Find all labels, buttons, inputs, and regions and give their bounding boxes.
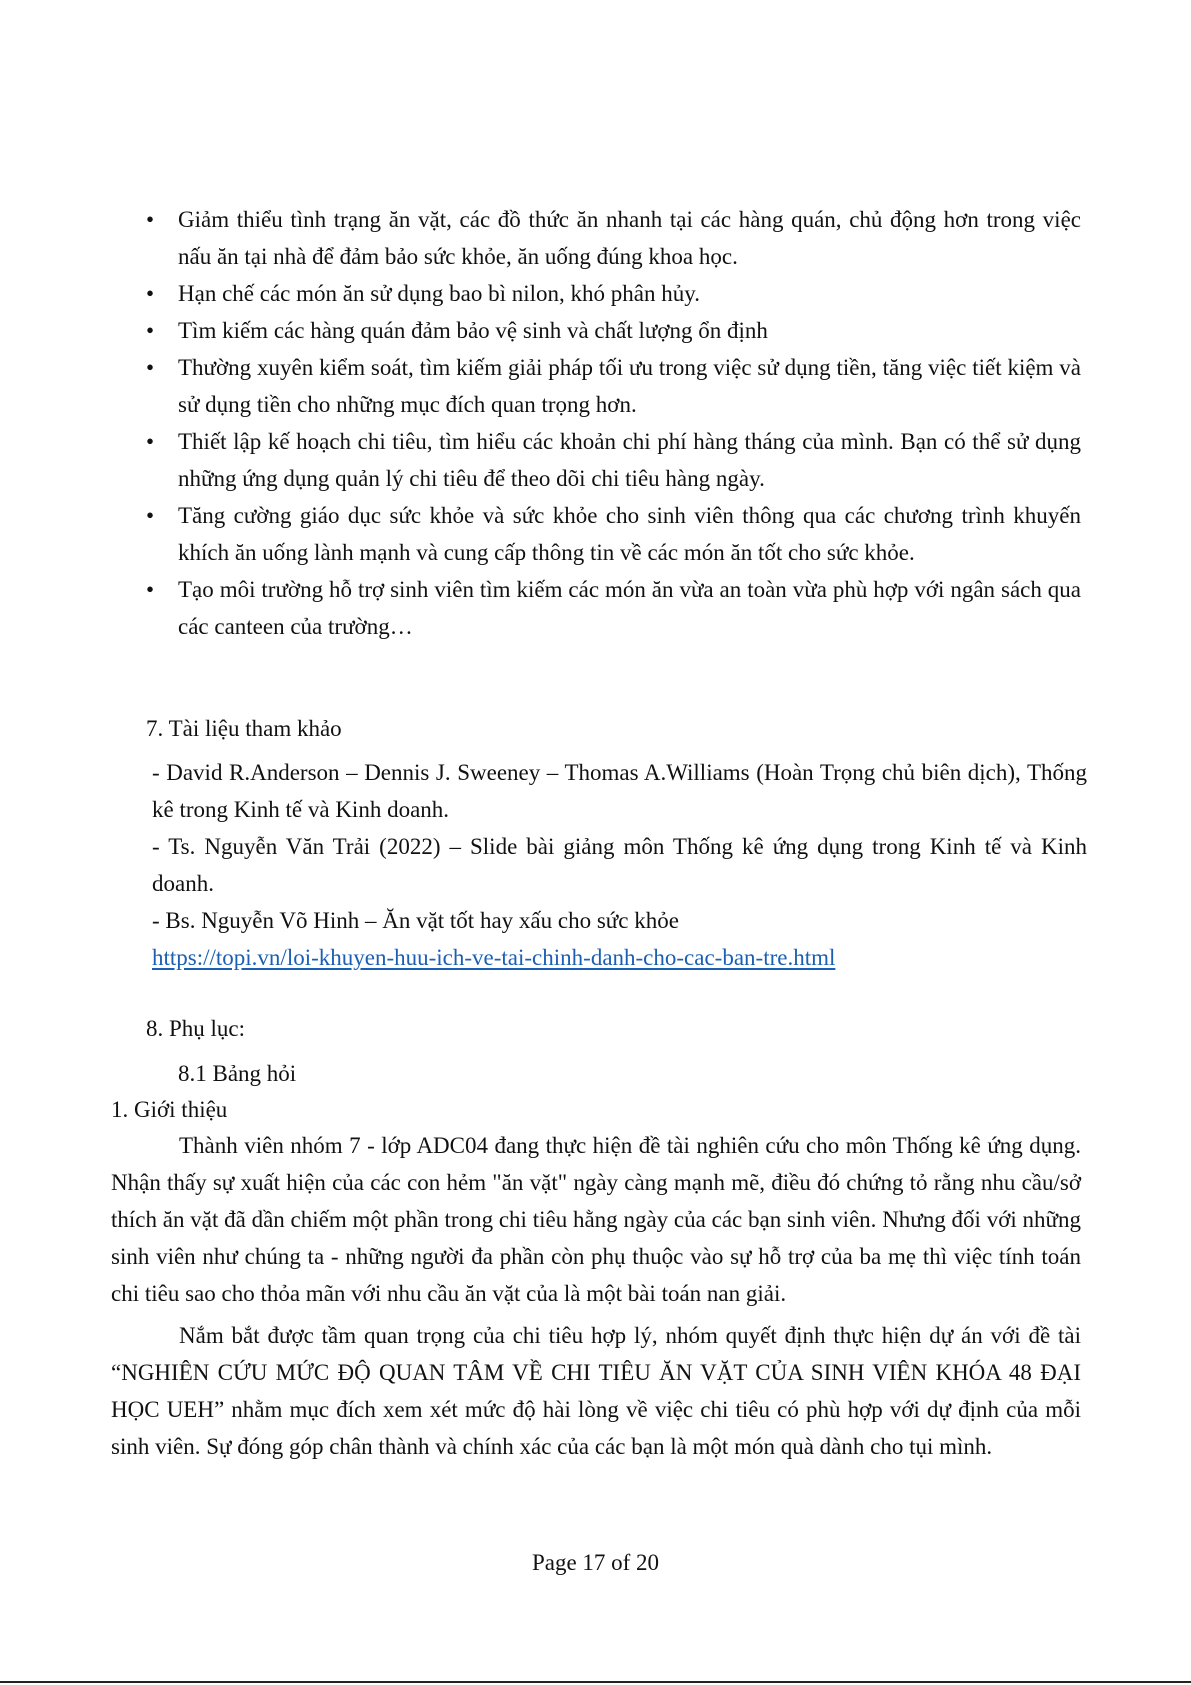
bullet-icon: •: [146, 503, 155, 528]
reference-link[interactable]: https://topi.vn/loi-khuyen-huu-ich-ve-tai-chinh-danh-cho-cac-ban-tre.html: [152, 945, 836, 970]
references-heading: 7. Tài liệu tham khảo: [146, 716, 342, 741]
reference-item: - Bs. Nguyễn Võ Hinh – Ăn vặt tốt hay xấu cho sức khỏe: [152, 908, 679, 933]
bullet-icon: •: [146, 318, 155, 343]
list-item: [146, 201, 1081, 275]
list-item-text: Tìm kiếm các hàng quán đảm bảo vệ sinh và chất lượng ổn định: [178, 318, 768, 343]
list-item-text: Thường xuyên kiểm soát, tìm kiếm giải pháp tối ưu trong việc sử dụng tiền, tăng việc tiết kiệm và sử dụng tiền cho những mục đích quan trọng hơn.: [178, 355, 1081, 417]
bullet-icon: •: [146, 429, 155, 454]
reference-item: - Ts. Nguyễn Văn Trải (2022) – Slide bài giảng môn Thống kê ứng dụng trong Kinh tế và Kinh doanh.: [152, 834, 1087, 896]
list-item-text: Giảm thiểu tình trạng ăn vặt, các đồ thức ăn nhanh tại các hàng quán, chủ động hơn trong việc nấu ăn tại nhà để đảm bảo sức khỏe, ăn uống đúng khoa học.: [178, 207, 1081, 269]
list-item-text: Tăng cường giáo dục sức khỏe và sức khỏe cho sinh viên thông qua các chương trình khuyến khích ăn uống lành mạnh và cung cấp thông tin về các món ăn tốt cho sức khỏe.: [178, 503, 1081, 565]
references-list: [152, 754, 1087, 976]
recommendation-list: [146, 201, 1081, 645]
list-item-text: Thiết lập kế hoạch chi tiêu, tìm hiểu các khoản chi phí hàng tháng của mình. Bạn có thể sử dụng những ứng dụng quản lý chi tiêu để theo dõi chi tiêu hàng ngày.: [178, 429, 1081, 491]
list-item-text: Tạo môi trường hỗ trợ sinh viên tìm kiếm các món ăn vừa an toàn vừa phù hợp với ngân sách qua các canteen của trường…: [178, 577, 1081, 639]
list-item-text: Hạn chế các món ăn sử dụng bao bì nilon, khó phân hủy.: [178, 281, 700, 306]
list-item: [146, 497, 1081, 571]
list-item: [146, 423, 1081, 497]
bullet-icon: •: [146, 355, 155, 380]
intro-paragraph: Nắm bắt được tầm quan trọng của chi tiêu hợp lý, nhóm quyết định thực hiện dự án với đề tài “NGHIÊN CỨU MỨC ĐỘ QUAN TÂM VỀ CHI TIÊU ĂN VẶT CỦA SINH VIÊN KHÓA 48 ĐẠI HỌC UEH” nhằm mục đích xem xét mức độ hài lòng về việc chi tiêu có phù hợp với dự định của mỗi sinh viên. Sự đóng góp chân thành và chính xác của các bạn là một món quà dành cho tụi mình.: [111, 1323, 1081, 1459]
bottom-divider: [0, 1681, 1191, 1683]
bullet-icon: •: [146, 577, 155, 602]
questionnaire-subheading: 8.1 Bảng hỏi: [178, 1061, 297, 1086]
list-item: [146, 349, 1081, 423]
bullet-icon: •: [146, 207, 155, 232]
intro-body: [111, 1127, 1081, 1465]
page-footer: Page 17 of 20: [531, 1550, 660, 1575]
list-item: [146, 312, 1081, 349]
list-item: [146, 275, 1081, 312]
bullet-icon: •: [146, 281, 155, 306]
list-item: [146, 571, 1081, 645]
appendix-heading: 8. Phụ lục:: [146, 1016, 246, 1041]
reference-item: - David R.Anderson – Dennis J. Sweeney – Thomas A.Williams (Hoàn Trọng chủ biên dịch), Thống kê trong Kinh tế và Kinh doanh.: [152, 760, 1087, 822]
intro-paragraph: Thành viên nhóm 7 - lớp ADC04 đang thực hiện đề tài nghiên cứu cho môn Thống kê ứng dụng. Nhận thấy sự xuất hiện của các con hẻm "ăn vặt" ngày càng mạnh mẽ, điều đó chứng tỏ rằng nhu cầu/sở thích ăn vặt đã dần chiếm một phần trong chi tiêu hằng ngày của các bạn sinh viên. Nhưng đối với những sinh viên như chúng ta - những người đa phần còn phụ thuộc vào sự hỗ trợ của ba mẹ thì việc tính toán chi tiêu sao cho thỏa mãn với nhu cầu ăn vặt của là một bài toán nan giải.: [111, 1133, 1081, 1306]
intro-heading: 1. Giới thiệu: [111, 1097, 228, 1122]
